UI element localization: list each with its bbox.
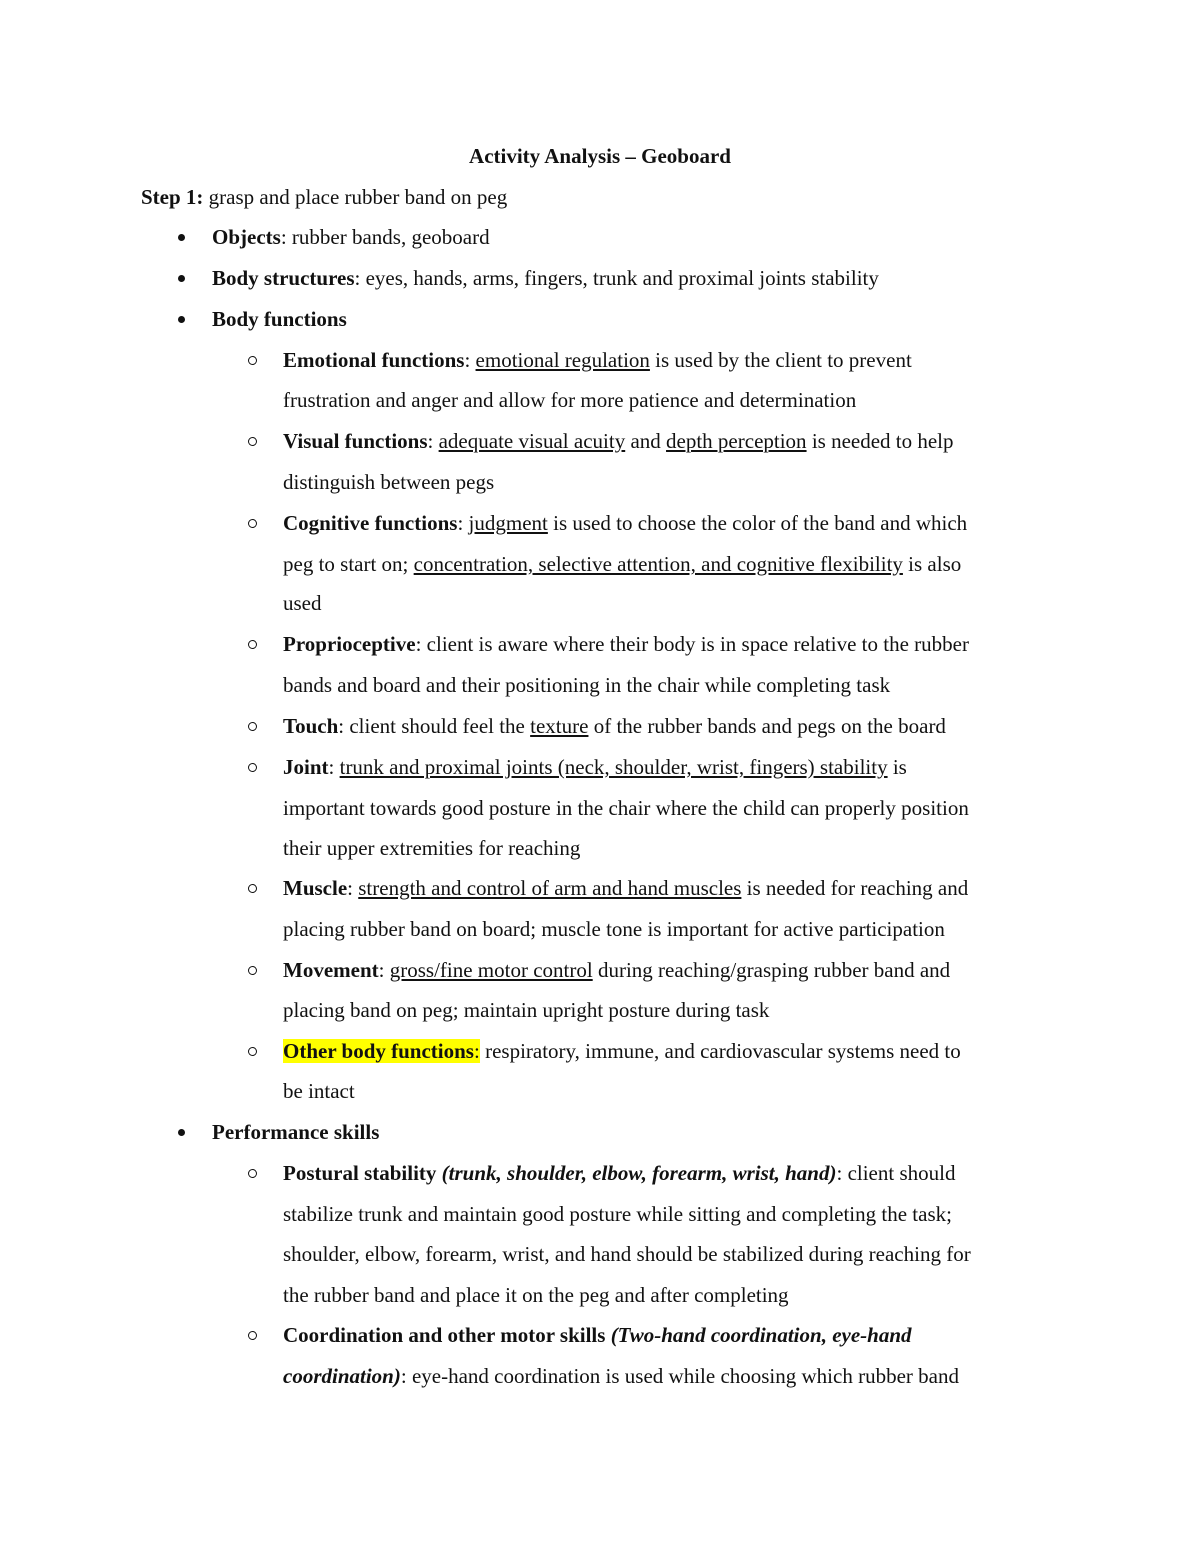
body-structures-item: Body structures: eyes, hands, arms, fingers, trunk and proximal joints stability bbox=[212, 266, 879, 290]
proprioceptive-cont: bands and board and their positioning in the chair while completing task bbox=[283, 673, 891, 697]
step-heading bbox=[141, 182, 507, 212]
touch-item: Touch: client should feel the texture of the rubber bands and pegs on the board bbox=[283, 714, 946, 738]
circle-bullet-icon bbox=[248, 519, 257, 528]
joint-cont: important towards good posture in the chair where the child can properly position bbox=[283, 796, 969, 820]
bullet-icon bbox=[178, 316, 185, 323]
circle-bullet-icon bbox=[248, 722, 257, 731]
postural-stability-cont: stabilize trunk and maintain good posture while sitting and completing the task; bbox=[283, 1202, 952, 1226]
performance-skills-heading: Performance skills bbox=[212, 1120, 380, 1144]
bullet-icon bbox=[178, 1129, 185, 1136]
circle-bullet-icon bbox=[248, 966, 257, 975]
highlighted-label: Other body functions: bbox=[283, 1039, 480, 1063]
cognitive-functions-cont2: used bbox=[283, 591, 322, 615]
cognitive-functions-cont: peg to start on; concentration, selective attention, and cognitive flexibility is also bbox=[283, 552, 962, 576]
other-body-functions-cont: be intact bbox=[283, 1079, 355, 1103]
bullet-icon bbox=[178, 234, 185, 241]
step-text: grasp and place rubber band on peg bbox=[203, 185, 508, 209]
circle-bullet-icon bbox=[248, 437, 257, 446]
body-functions-heading: Body functions bbox=[212, 307, 347, 331]
muscle-item: Muscle: strength and control of arm and hand muscles is needed for reaching and bbox=[283, 876, 969, 900]
postural-stability-cont2: shoulder, elbow, forearm, wrist, and hand should be stabilized during reaching for bbox=[283, 1242, 971, 1266]
page-title: Activity Analysis – Geoboard bbox=[469, 144, 731, 168]
visual-functions-cont: distinguish between pegs bbox=[283, 470, 495, 494]
muscle-cont: placing rubber band on board; muscle tone is important for active participation bbox=[283, 917, 945, 941]
coordination-item: Coordination and other motor skills (Two-hand coordination, eye-hand bbox=[283, 1323, 912, 1347]
movement-cont: placing band on peg; maintain upright posture during task bbox=[283, 998, 770, 1022]
postural-stability-cont3: the rubber band and place it on the peg and after completing bbox=[283, 1283, 789, 1307]
objects-item: Objects: rubber bands, geoboard bbox=[212, 225, 490, 249]
bullet-icon bbox=[178, 275, 185, 282]
other-body-functions-item: Other body functions: respiratory, immune, and cardiovascular systems need to bbox=[283, 1039, 961, 1063]
circle-bullet-icon bbox=[248, 1169, 257, 1178]
emotional-functions-cont: frustration and anger and allow for more patience and determination bbox=[283, 388, 857, 412]
circle-bullet-icon bbox=[248, 640, 257, 649]
circle-bullet-icon bbox=[248, 356, 257, 365]
circle-bullet-icon bbox=[248, 1047, 257, 1056]
circle-bullet-icon bbox=[248, 763, 257, 772]
cognitive-functions-item: Cognitive functions: judgment is used to choose the color of the band and which bbox=[283, 511, 968, 535]
proprioceptive-item: Proprioceptive: client is aware where their body is in space relative to the rubber bbox=[283, 632, 969, 656]
circle-bullet-icon bbox=[248, 1331, 257, 1340]
postural-stability-item: Postural stability (trunk, shoulder, elbow, forearm, wrist, hand): client should bbox=[283, 1161, 956, 1185]
visual-functions-item: Visual functions: adequate visual acuity and depth perception is needed to help bbox=[283, 429, 954, 453]
emotional-functions-item: Emotional functions: emotional regulation is used by the client to prevent bbox=[283, 348, 912, 372]
step-label: Step 1: bbox=[141, 185, 204, 209]
joint-cont2: their upper extremities for reaching bbox=[283, 836, 581, 860]
circle-bullet-icon bbox=[248, 884, 257, 893]
joint-item: Joint: trunk and proximal joints (neck, shoulder, wrist, fingers) stability is bbox=[283, 755, 907, 779]
coordination-cont: coordination): eye-hand coordination is used while choosing which rubber band bbox=[283, 1364, 959, 1388]
movement-item: Movement: gross/fine motor control during reaching/grasping rubber band and bbox=[283, 958, 951, 982]
